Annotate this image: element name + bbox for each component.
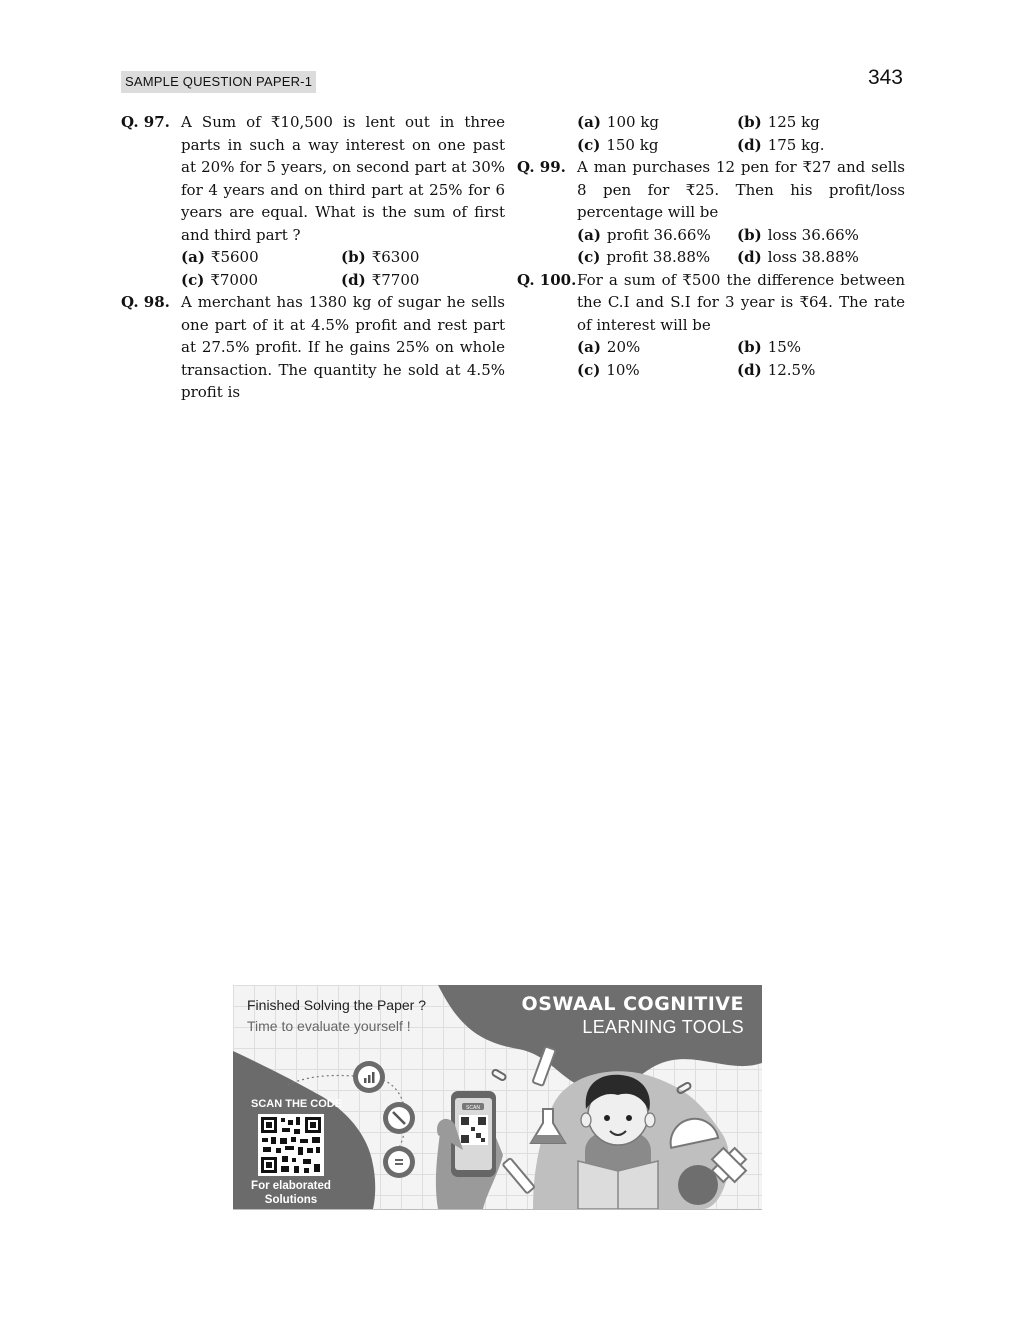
option-label: (b) (737, 113, 762, 131)
option-label: (a) (577, 338, 601, 356)
question-number: Q. 98. (121, 293, 170, 311)
option-c (577, 134, 737, 157)
option-label: (c) (577, 248, 601, 266)
option-label: (d) (341, 270, 366, 289)
option-label: (a) (577, 113, 601, 131)
qr-code-icon (258, 1114, 324, 1176)
oswaal-promo-banner (233, 985, 762, 1210)
options-list (577, 224, 905, 269)
page-number: 343 (867, 66, 903, 89)
option-value: 175 kg. (767, 135, 825, 154)
option-value: 10% (606, 360, 640, 379)
option-value: 125 kg (767, 113, 820, 131)
question-text: A Sum of ₹10,500 is lent out in three parts in such a way interest on one past at 20% for 5 years, on second part at 30% for 4 years and on third part at 25% for 6 years are equal. What is the sum of first and third part ? (181, 113, 505, 244)
option-label: (d) (737, 135, 762, 154)
option-d (737, 134, 905, 157)
option-label: (c) (577, 360, 601, 379)
right-column (517, 111, 905, 381)
scan-label: SCAN THE CODE (251, 1098, 343, 1110)
option-value: 15% (767, 338, 802, 356)
option-value: ₹7000 (210, 270, 259, 289)
solutions-label: For elaborated Solutions (251, 1180, 331, 1206)
calculator-circle-icon (383, 1146, 415, 1178)
question-number: Q. 97. (121, 113, 170, 131)
option-value: 12.5% (767, 360, 816, 379)
option-d (737, 359, 905, 382)
banner-subheadline: Time to evaluate yourself ! (247, 1018, 411, 1034)
question-98 (121, 291, 505, 404)
options-list (577, 111, 905, 156)
option-b (737, 111, 905, 134)
option-label: (b) (737, 338, 762, 356)
option-label: (b) (737, 225, 762, 244)
options-list (181, 246, 505, 291)
option-value: 150 kg (606, 135, 659, 154)
option-a (577, 336, 737, 359)
option-d (341, 269, 505, 292)
question-number: Q. 100. (517, 270, 577, 289)
option-label: (a) (181, 248, 205, 266)
option-b (737, 224, 905, 247)
option-label: (b) (341, 248, 366, 266)
option-value: ₹5600 (210, 248, 259, 266)
left-column (121, 111, 505, 404)
boy-avatar (578, 1075, 658, 1209)
option-value: loss 36.66% (767, 225, 859, 244)
option-b (341, 246, 505, 269)
question-text: A merchant has 1380 kg of sugar he sells one part of it at 4.5% profit and rest part at 27.5% profit. If he gains 25% on whole transaction. The quantity he sold at 4.5% profit is (181, 293, 505, 401)
option-label: (c) (577, 135, 601, 154)
option-d (737, 246, 905, 269)
options-list (577, 336, 905, 381)
option-b (737, 336, 905, 359)
option-value: 20% (606, 338, 641, 356)
option-label: (d) (737, 248, 762, 266)
option-value: ₹6300 (371, 248, 420, 266)
option-value: profit 38.88% (606, 248, 711, 266)
option-value: loss 38.88% (767, 248, 859, 266)
option-value: ₹7700 (371, 270, 420, 289)
question-97 (121, 111, 505, 291)
option-label: (d) (737, 360, 762, 379)
option-value: 100 kg (606, 113, 660, 131)
option-c (577, 246, 737, 269)
question-98-options (517, 111, 905, 156)
option-c (181, 269, 341, 292)
brand-name: OSWAAL COGNITIVE (521, 993, 744, 1015)
phone-scan-label: SCAN (466, 1105, 480, 1111)
decor-circle (678, 1165, 718, 1205)
question-text: A man purchases 12 pen for ₹27 and sells 8 pen for ₹25. Then his profit/loss percentage will be (577, 158, 905, 221)
pencil-icon (503, 1158, 535, 1194)
option-a (577, 111, 737, 134)
chart-icon (353, 1061, 385, 1093)
question-text: For a sum of ₹500 the difference between the C.I and S.I for 3 year is ₹64. The rate of interest will be (577, 270, 905, 334)
option-label: (a) (577, 225, 601, 244)
option-a (577, 224, 737, 247)
brand-tagline: LEARNING TOOLS (582, 1017, 744, 1037)
option-c (577, 359, 737, 382)
question-number: Q. 99. (517, 158, 566, 176)
qr-code[interactable] (258, 1114, 324, 1176)
banner-headline: Finished Solving the Paper ? (247, 997, 426, 1013)
pencil-circle-icon (383, 1102, 415, 1134)
paperclip-icon (491, 1069, 506, 1081)
section-label: SAMPLE QUESTION PAPER-1 (121, 71, 316, 93)
option-a (181, 246, 341, 269)
option-value: profit 36.66% (606, 225, 711, 244)
option-label: (c) (181, 270, 205, 289)
question-100 (517, 269, 905, 382)
question-99 (517, 156, 905, 269)
paperclip-icon (676, 1082, 691, 1094)
